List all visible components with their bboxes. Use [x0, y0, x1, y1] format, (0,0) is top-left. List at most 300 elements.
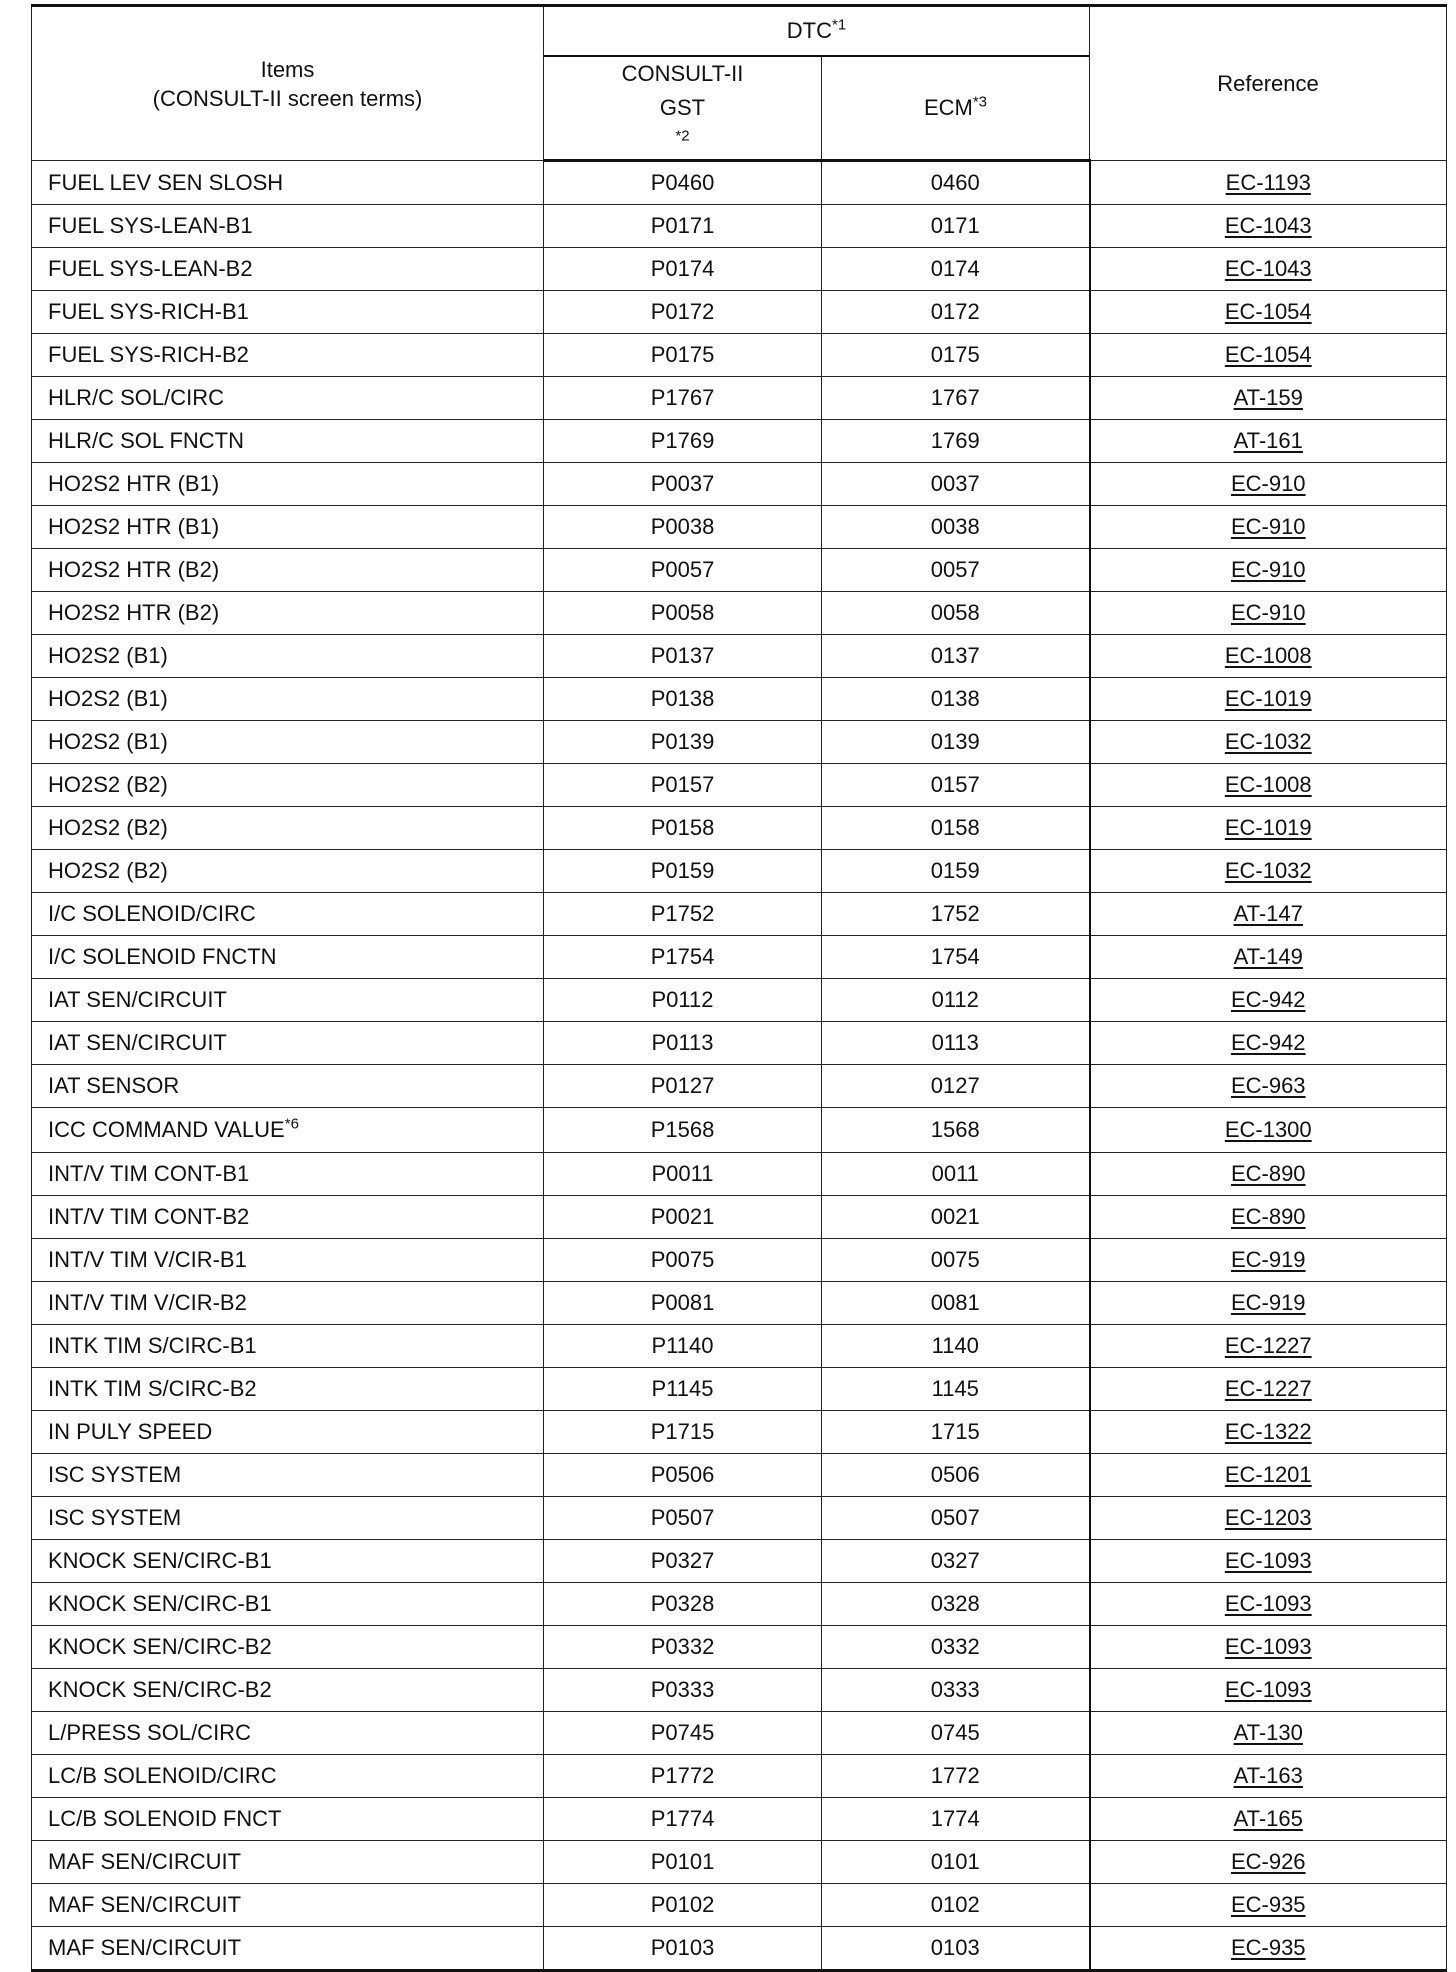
ecm-code-cell [822, 1712, 1090, 1755]
reference-link[interactable]: EC-1054 [1224, 299, 1312, 324]
gst-code-cell [544, 1454, 822, 1497]
ecm-code: 0127 [930, 1073, 980, 1098]
ecm-code: 0332 [930, 1634, 980, 1659]
ecm-code: 0328 [930, 1591, 980, 1616]
reference-cell [1090, 1454, 1447, 1497]
reference-cell [1090, 1540, 1447, 1583]
item-label: IAT SEN/CIRCUIT [48, 987, 227, 1012]
table-row [32, 1884, 1447, 1927]
table-row [32, 506, 1447, 549]
reference-link[interactable]: AT-147 [1233, 901, 1303, 926]
reference-cell [1090, 721, 1447, 764]
item-label: FUEL SYS-RICH-B1 [48, 299, 249, 324]
gst-code-cell [544, 979, 822, 1022]
item-cell [32, 161, 544, 205]
reference-link[interactable]: EC-963 [1230, 1073, 1306, 1098]
reference-cell [1090, 463, 1447, 506]
table-row [32, 721, 1447, 764]
reference-link[interactable]: EC-890 [1230, 1204, 1306, 1229]
ecm-code-cell [822, 1065, 1090, 1108]
gst-code: P0038 [650, 514, 715, 539]
gst-code-cell [544, 1153, 822, 1196]
gst-code-cell [544, 1065, 822, 1108]
item-cell [32, 721, 544, 764]
ecm-code-cell [822, 678, 1090, 721]
ecm-header-footnote: *3 [972, 93, 988, 111]
reference-cell [1090, 635, 1447, 678]
gst-code: P0137 [650, 643, 715, 668]
item-footnote: *6 [284, 1115, 299, 1133]
reference-link[interactable]: EC-919 [1230, 1247, 1306, 1272]
gst-code: P0175 [650, 342, 715, 367]
reference-link[interactable]: EC-1043 [1224, 256, 1312, 281]
ecm-code: 0057 [930, 557, 980, 582]
item-label: HO2S2 (B1) [48, 729, 168, 754]
table-row [32, 1153, 1447, 1196]
reference-cell [1090, 1108, 1447, 1153]
item-label: FUEL LEV SEN SLOSH [48, 169, 284, 195]
table-row [32, 1841, 1447, 1884]
item-label: FUEL SYS-RICH-B2 [48, 342, 249, 367]
reference-cell [1090, 1239, 1447, 1282]
gst-code: P0138 [650, 686, 715, 711]
ecm-code-cell [822, 549, 1090, 592]
item-label: LC/B SOLENOID FNCT [48, 1806, 282, 1831]
reference-cell [1090, 1712, 1447, 1755]
item-cell [32, 1755, 544, 1798]
gst-code: P0172 [650, 299, 715, 324]
item-label: HLR/C SOL/CIRC [48, 385, 225, 410]
reference-cell [1090, 1153, 1447, 1196]
ecm-code: 0333 [930, 1677, 980, 1702]
item-label: INT/V TIM V/CIR-B2 [48, 1290, 247, 1315]
table-row [32, 1927, 1447, 1971]
gst-code: P0037 [650, 471, 715, 496]
item-label: IAT SEN/CIRCUIT [48, 1030, 227, 1055]
ecm-code: 0506 [930, 1462, 980, 1487]
item-cell [32, 1153, 544, 1196]
item-label: IN PULY SPEED [48, 1419, 213, 1444]
table-row [32, 1669, 1447, 1712]
table-row [32, 1325, 1447, 1368]
ecm-code-cell [822, 161, 1090, 205]
table-row [32, 1454, 1447, 1497]
reference-link[interactable]: EC-910 [1230, 471, 1306, 496]
ecm-code: 0075 [930, 1247, 980, 1272]
gst-code-cell [544, 1841, 822, 1884]
reference-cell [1090, 334, 1447, 377]
item-cell [32, 1282, 544, 1325]
reference-link[interactable]: EC-1043 [1224, 213, 1312, 238]
ecm-code-cell [822, 1196, 1090, 1239]
reference-link[interactable]: EC-1008 [1224, 772, 1312, 797]
gst-code-cell [544, 1884, 822, 1927]
item-label: HO2S2 (B1) [48, 686, 168, 711]
item-label: ISC SYSTEM [48, 1505, 182, 1530]
item-cell [32, 1927, 544, 1971]
reference-cell [1090, 1196, 1447, 1239]
reference-cell [1090, 1282, 1447, 1325]
reference-header-label: Reference [1217, 70, 1319, 96]
ecm-code: 0058 [930, 600, 980, 625]
ecm-code: 1769 [930, 428, 980, 453]
ecm-code: 1772 [930, 1763, 980, 1788]
reference-link[interactable]: EC-935 [1230, 1892, 1306, 1917]
gst-code: P1568 [650, 1117, 715, 1142]
reference-cell [1090, 420, 1447, 463]
table-row [32, 592, 1447, 635]
item-cell [32, 420, 544, 463]
dtc-header-label: DTC [786, 18, 833, 43]
item-cell [32, 1583, 544, 1626]
reference-link[interactable]: AT-161 [1233, 428, 1303, 453]
ecm-code: 0038 [930, 514, 980, 539]
items-header-line1: Items [260, 56, 315, 82]
reference-cell [1090, 1884, 1447, 1927]
gst-code-cell [544, 1755, 822, 1798]
reference-cell [1090, 1325, 1447, 1368]
reference-link[interactable]: AT-163 [1233, 1763, 1303, 1788]
gst-code: P0021 [650, 1204, 715, 1229]
gst-code: P0171 [650, 213, 715, 238]
item-cell [32, 248, 544, 291]
item-label: FUEL SYS-LEAN-B2 [48, 256, 253, 281]
reference-link[interactable]: EC-1093 [1224, 1634, 1312, 1659]
ecm-code-cell [822, 1153, 1090, 1196]
item-cell [32, 1798, 544, 1841]
ecm-code-cell [822, 1669, 1090, 1712]
gst-code-cell [544, 1669, 822, 1712]
reference-cell [1090, 1927, 1447, 1971]
reference-link[interactable]: EC-910 [1230, 514, 1306, 539]
item-label: INTK TIM S/CIRC-B1 [48, 1333, 257, 1358]
ecm-code-cell [822, 291, 1090, 334]
item-label: INT/V TIM V/CIR-B1 [48, 1247, 247, 1272]
table-row [32, 1712, 1447, 1755]
ecm-code-cell [822, 764, 1090, 807]
ecm-code: 0460 [930, 170, 980, 195]
table-row [32, 1583, 1447, 1626]
ecm-code-cell [822, 1325, 1090, 1368]
reference-link[interactable]: EC-1203 [1224, 1505, 1312, 1530]
reference-cell [1090, 1798, 1447, 1841]
reference-link[interactable]: EC-1322 [1224, 1419, 1312, 1444]
table-row [32, 1239, 1447, 1282]
reference-link[interactable]: EC-1032 [1224, 729, 1312, 754]
gst-code: P0174 [650, 256, 715, 281]
ecm-code-cell [822, 807, 1090, 850]
dtc-table [31, 4, 1447, 1972]
reference-cell [1090, 377, 1447, 420]
reference-link[interactable]: EC-1008 [1224, 643, 1312, 668]
reference-link[interactable]: AT-149 [1233, 944, 1303, 969]
gst-code-cell [544, 248, 822, 291]
gst-code-cell [544, 1368, 822, 1411]
gst-code: P1767 [650, 385, 715, 410]
gst-code-cell [544, 1239, 822, 1282]
table-row [32, 1798, 1447, 1841]
gst-code: P0139 [650, 729, 715, 754]
gst-code: P0157 [650, 772, 715, 797]
gst-column-header [544, 56, 822, 161]
item-label: MAF SEN/CIRCUIT [48, 1849, 242, 1874]
ecm-code: 0159 [930, 858, 980, 883]
reference-link[interactable]: EC-919 [1230, 1290, 1306, 1315]
gst-header-label: GST [659, 95, 706, 120]
ecm-code-cell [822, 1022, 1090, 1065]
ecm-code: 0174 [930, 256, 980, 281]
reference-link[interactable]: EC-1093 [1224, 1591, 1312, 1616]
gst-code: P0328 [650, 1591, 715, 1616]
table-row [32, 1540, 1447, 1583]
ecm-code: 1145 [931, 1376, 979, 1401]
reference-link[interactable]: EC-1193 [1225, 169, 1311, 195]
ecm-code: 1767 [930, 385, 980, 410]
gst-header-line1: CONSULT-II [621, 61, 744, 86]
reference-cell [1090, 893, 1447, 936]
item-label: HLR/C SOL FNCTN [48, 428, 244, 453]
gst-code-cell [544, 1022, 822, 1065]
table-row [32, 161, 1447, 205]
item-cell [32, 506, 544, 549]
gst-code-cell [544, 1411, 822, 1454]
item-cell [32, 1712, 544, 1755]
item-label: HO2S2 (B1) [48, 643, 168, 668]
item-cell [32, 1022, 544, 1065]
table-row [32, 764, 1447, 807]
item-cell [32, 893, 544, 936]
gst-code-cell [544, 1798, 822, 1841]
table-row [32, 334, 1447, 377]
table-row [32, 420, 1447, 463]
item-cell [32, 1325, 544, 1368]
ecm-code-cell [822, 1411, 1090, 1454]
reference-link[interactable]: EC-935 [1230, 1935, 1306, 1960]
gst-code: P0058 [650, 600, 715, 625]
ecm-code: 0172 [930, 299, 980, 324]
item-label: LC/B SOLENOID/CIRC [48, 1763, 277, 1788]
reference-link[interactable]: EC-1019 [1224, 686, 1312, 711]
table-row [32, 291, 1447, 334]
gst-code-cell [544, 807, 822, 850]
gst-code-cell [544, 936, 822, 979]
reference-cell [1090, 850, 1447, 893]
reference-link[interactable]: AT-165 [1233, 1806, 1303, 1831]
ecm-code: 0139 [930, 729, 980, 754]
ecm-code-cell [822, 248, 1090, 291]
gst-code: P0103 [650, 1935, 715, 1960]
ecm-code: 0101 [930, 1849, 980, 1874]
reference-link[interactable]: AT-130 [1233, 1720, 1303, 1745]
ecm-code-cell [822, 979, 1090, 1022]
ecm-code-cell [822, 1497, 1090, 1540]
ecm-code-cell [822, 377, 1090, 420]
ecm-code-cell [822, 1454, 1090, 1497]
item-cell [32, 635, 544, 678]
table-row [32, 1755, 1447, 1798]
ecm-code-cell [822, 936, 1090, 979]
item-cell [32, 377, 544, 420]
ecm-code-cell [822, 463, 1090, 506]
gst-code: P0745 [650, 1720, 715, 1745]
ecm-code-cell [822, 1626, 1090, 1669]
reference-link[interactable]: EC-942 [1230, 1030, 1306, 1055]
gst-code-cell [544, 205, 822, 248]
ecm-code: 0157 [930, 772, 980, 797]
reference-cell [1090, 248, 1447, 291]
table-row [32, 1368, 1447, 1411]
ecm-code: 1140 [931, 1333, 979, 1358]
item-label: INT/V TIM CONT-B1 [48, 1161, 250, 1186]
ecm-code: 1568 [930, 1117, 980, 1142]
item-label: HO2S2 (B2) [48, 858, 168, 883]
gst-code-cell [544, 506, 822, 549]
gst-code-cell [544, 420, 822, 463]
gst-code-cell [544, 549, 822, 592]
item-cell [32, 807, 544, 850]
table-row [32, 807, 1447, 850]
header-row-1 [32, 6, 1447, 57]
item-label: INTK TIM S/CIRC-B2 [48, 1376, 257, 1401]
gst-code-cell [544, 893, 822, 936]
gst-code: P0101 [650, 1849, 715, 1874]
gst-code: P1772 [650, 1763, 715, 1788]
reference-link[interactable]: EC-1054 [1224, 342, 1312, 367]
item-cell [32, 334, 544, 377]
reference-link[interactable]: EC-1201 [1224, 1462, 1312, 1487]
item-label: ISC SYSTEM [48, 1462, 182, 1487]
gst-code: P0127 [650, 1073, 715, 1098]
item-cell [32, 1411, 544, 1454]
reference-cell [1090, 764, 1447, 807]
reference-cell [1090, 506, 1447, 549]
item-cell [32, 1108, 544, 1153]
table-row [32, 936, 1447, 979]
reference-link[interactable]: EC-1227 [1224, 1333, 1312, 1358]
table-row [32, 1196, 1447, 1239]
item-cell [32, 1368, 544, 1411]
table-row [32, 678, 1447, 721]
reference-link[interactable]: EC-1093 [1224, 1548, 1312, 1573]
reference-cell [1090, 1841, 1447, 1884]
item-label: MAF SEN/CIRCUIT [48, 1935, 242, 1960]
ecm-code-cell [822, 721, 1090, 764]
gst-code-cell [544, 1282, 822, 1325]
reference-cell [1090, 549, 1447, 592]
ecm-code-cell [822, 205, 1090, 248]
ecm-header-label: ECM [923, 95, 973, 120]
ecm-code-cell [822, 1282, 1090, 1325]
ecm-code-cell [822, 1368, 1090, 1411]
reference-cell [1090, 161, 1447, 205]
reference-cell [1090, 205, 1447, 248]
item-label: ICC COMMAND VALUE [48, 1117, 285, 1142]
dtc-header-footnote: *1 [832, 16, 847, 34]
reference-link[interactable]: EC-942 [1230, 987, 1306, 1012]
reference-cell [1090, 1411, 1447, 1454]
gst-code: P0102 [650, 1892, 715, 1917]
reference-link[interactable]: EC-1093 [1224, 1677, 1312, 1702]
ecm-code: 0175 [930, 342, 980, 367]
reference-link[interactable]: EC-1300 [1224, 1117, 1312, 1142]
reference-link[interactable]: EC-1019 [1224, 815, 1312, 840]
item-label: FUEL SYS-LEAN-B1 [48, 213, 253, 238]
gst-code: P1769 [650, 428, 715, 453]
reference-cell [1090, 592, 1447, 635]
gst-code: P0507 [650, 1505, 715, 1530]
gst-code-cell [544, 764, 822, 807]
gst-code-cell [544, 334, 822, 377]
ecm-code: 0171 [930, 213, 980, 238]
ecm-code-cell [822, 420, 1090, 463]
item-cell [32, 979, 544, 1022]
gst-code-cell [544, 1196, 822, 1239]
gst-code: P0460 [650, 170, 715, 195]
ecm-code-cell [822, 1540, 1090, 1583]
reference-link[interactable]: EC-910 [1230, 600, 1306, 625]
ecm-code: 0137 [930, 643, 980, 668]
ecm-code: 0138 [930, 686, 980, 711]
reference-link[interactable]: EC-910 [1230, 557, 1306, 582]
table-row [32, 1497, 1447, 1540]
gst-code-cell [544, 1325, 822, 1368]
item-cell [32, 678, 544, 721]
gst-code-cell [544, 377, 822, 420]
items-column-header [32, 6, 544, 161]
items-header-line2: (CONSULT-II screen terms) [152, 85, 423, 111]
reference-link[interactable]: EC-926 [1230, 1849, 1306, 1874]
gst-code-cell [544, 678, 822, 721]
ecm-code: 0102 [930, 1892, 980, 1917]
item-cell [32, 1497, 544, 1540]
item-cell [32, 549, 544, 592]
reference-link[interactable]: EC-1227 [1224, 1376, 1312, 1401]
item-cell [32, 850, 544, 893]
gst-code-cell [544, 1540, 822, 1583]
item-label: KNOCK SEN/CIRC-B2 [48, 1677, 272, 1702]
table-row [32, 1108, 1447, 1153]
gst-code: P1754 [650, 944, 715, 969]
gst-code: P1774 [650, 1806, 715, 1831]
reference-cell [1090, 291, 1447, 334]
gst-code: P0057 [650, 557, 715, 582]
item-cell [32, 1884, 544, 1927]
reference-link[interactable]: EC-1032 [1224, 858, 1312, 883]
reference-cell [1090, 1065, 1447, 1108]
table-row [32, 1411, 1447, 1454]
reference-link[interactable]: AT-159 [1233, 385, 1303, 410]
item-cell [32, 1454, 544, 1497]
gst-code-cell [544, 463, 822, 506]
gst-header-line2 [544, 91, 821, 159]
ecm-code-cell [822, 506, 1090, 549]
gst-code-cell [544, 721, 822, 764]
reference-link[interactable]: EC-890 [1230, 1161, 1306, 1186]
dtc-group-header [544, 6, 1090, 57]
table-header [32, 6, 1447, 161]
item-label: KNOCK SEN/CIRC-B1 [48, 1548, 272, 1573]
table-row [32, 1065, 1447, 1108]
item-label: I/C SOLENOID FNCTN [48, 944, 277, 969]
gst-code-cell [544, 1497, 822, 1540]
gst-code-cell [544, 1626, 822, 1669]
gst-code: P0075 [650, 1247, 715, 1272]
gst-code: P0081 [650, 1290, 715, 1315]
ecm-code: 1752 [930, 901, 980, 926]
table-row [32, 205, 1447, 248]
ecm-code: 1715 [930, 1419, 980, 1444]
reference-cell [1090, 1669, 1447, 1712]
